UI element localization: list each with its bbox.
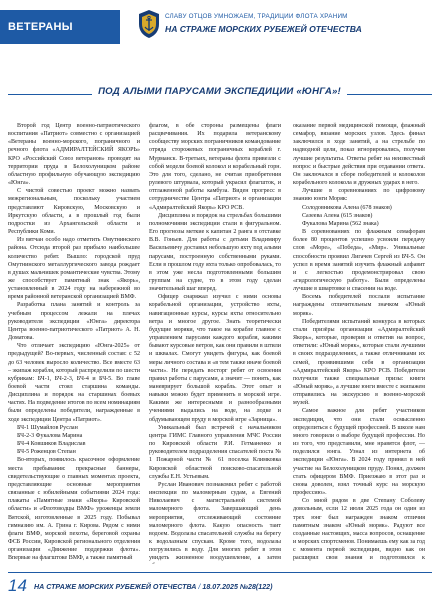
rubric-label: ВЕТЕРАНЫ <box>0 10 120 44</box>
footer-rule <box>8 572 432 573</box>
winner-line: БЧ-4 Ковшиков Владислав <box>17 441 86 448</box>
paragraph: Дисциплина и порядок на стрельбах большими полномочиями экспедиции стали в фигуральном. Его прогнозы меткие к капитан 2 ранга в отставке В.В. Гоньев. Для работы с детьми Владимиру Васильевичу доставил небольшую яхту под алыми парусами, построенную собственными руками. Если в прошлом году яхта только опробовалась, то в этом уже несла подготовленными большим группам на судне, то в этом году сделан значительный шаг вперед. <box>149 212 281 293</box>
paragraph: Разработка плана занятий и контроль за учебным процессом лежали на плечах руководителя экспедиции «Юнга» директора Центра военно-патриотического «Патриот» А. Н. Доматова. <box>8 302 140 342</box>
winner-line: БЧ-1 Шумайлов Руслан <box>17 424 78 431</box>
footer-newspaper-title: НА СТРАЖЕ МОРСКИХ РУБЕЖЕЙ ОТЕЧЕСТВА <box>34 583 197 591</box>
paragraph: Со мной рядом в две Степану Соболеву довольным, если 12 июля 2025 года он один из трех юнг был награжден знаком отличия памятным знаком «Юный моряк». Радуют все созданные настоящих, масса вопросов, оснащение и морских спортсменов. Понимаешь ему как за год с момента первой экспедиции, видно как он расширил свои знания и подготовился к <box>293 498 425 562</box>
paragraph: оказание первой медицинской помощи, флажный семафор, вязание морских узлов. Здесь финал заключился в ходе занятий, а на стрельбе по надводной цели, показ игнорировались, получив лучшие результаты. Ответы ребят на неизвестный вопрос и быстрые действия при отдавании ответа. Он заключался в сборе победителей и колоколов корабельного колокола и дружных ударах в него. <box>293 123 425 187</box>
winner-line: Солодовникова Алена (678 знаков) <box>302 204 392 211</box>
winner-line: Фукалова Марина (562 знака) <box>302 220 379 227</box>
header-newspaper-title: НА СТРАЖЕ МОРСКИХ РУБЕЖЕЙ ОТЕЧЕСТВА <box>165 24 362 34</box>
page-number: 14 <box>8 576 27 595</box>
article-column-1 <box>8 122 140 564</box>
footer-issue-number: №28(122) <box>239 583 273 591</box>
paragraph: Второй год Центр военно-патриотического воспитания «Патриот» совместно с организацией «Ветераны военно-морского, пограничного и речного флота «АДМИРАЛТЕЙСКИЙ ЯКОРЬ» КРО «Российский Союз ветеранов» проводят на территории пруда в Белохолуницком районе областную профильную обучающую экспедицию «Юнга». <box>8 123 140 187</box>
paragraph: флагом, в обе стороны размещены флаги расцвечивания. Их подарила ветеранскому сообществу морских пограничников командование отряда сторожевых пограничных кораблей г. Мурманск. В-третьих, ветераны флота привезли с собой модели боевой колокол и корабельный горн. Это для того, сделано, не считая приобретения рулевого штурвала, который украсил флагшток, и отглаженной работы камбуза. Виден прогресс в сотрудничестве Центра «Патриот» и организации «Адмиралтейский Якорь» КРО РСВ. <box>149 123 281 211</box>
winner-line: Сазеева Алена (615 знаков) <box>302 212 373 219</box>
footer-date: 18.07.2025 <box>202 583 238 591</box>
article-headline <box>0 86 439 97</box>
footer-separator: / <box>198 583 201 591</box>
paragraph: В соревнованиях по флажным семафорам более 80 процентов успешно усвоили передачу слов «Море», «Победа», «Мир». Уникальные способности проявил Лигачев Сергей из БЧ-5. Он успел в время занятий изучить флажный алфавит и с легкостью продемонстрировал свою «гидрологическую работу». Были определены лучшие в швартовке и спасении на воде. <box>293 229 425 293</box>
winner-line: БЧ-2-3 Фукалова Марина <box>17 432 83 439</box>
paragraph: Самое важное для ребят участников экспедиции, что они стали осмысленно определиться с будущей профессией. В школе нам много говорили о выборе будущей профессии. Но из того, что представили, мне нравятся флот, — поделился юнга. Узнал из интернета об экспедиции «Юнга». В 2024 году принял в ней участие на Белохолуницком пруду. Понял, должен стать офицером ВМФ. Приезжаю в этот раз и снова доволен, взял точный курс на морскую профессию». <box>293 408 425 497</box>
article-column-3 <box>293 122 425 564</box>
paragraph: Руслан Иванович познакомил ребят с работой инспекции по маломерным судам, а Евгений Николаевич с магистральной системой маломерного флота. Завершающий день мероприятия, отслеживающий состояние маломерного флота. Какую опасность таит водоем. Водолазы спасательной службы на берегу к водолазным спускам. Кроме того, водолазы погрузились в воду. Для многих ребят в этом увидеть жизненное воодушевление, а затем <box>149 481 281 562</box>
paragraph: Офицер снаряжал изучил с ними основы корабельной организации, устройство яхты, навигационные курсы, курсы яхты относительно ветра и многое другое. Знать теоретически будущие моряки, что такое на корабле главное с управлением парусами каждого корабля, какими бывают курсовые ветров, как они правили в штили и шквалах. Смогут увидеть фигуры, как боевой меры личного состава и «в тем также иначе боевой части». Не передать восторг ребят от освоения правил работы с парусами, а значит — понять, как маневрирует большой корабль. Этот опыт и навыки можно будет применить в морской игре. Какими же интересными и разнообразными учениями выдались на воде, на лодке и обдумывающем пруду в морской игре «Зарница». <box>149 294 281 423</box>
navy-anchor-emblem-icon <box>137 9 161 39</box>
paragraph: Из вятчан особо надо отметить Омутнинского района. Отсюда второй раз прибыло наибольшее количество ребят. Вышло: городской пруд Омутнинского металлургического завода рождает в душах мальчишек романтические чувства. Этому же способствует памятный знак «Якорь», установленный в 2024 году на набережной во время районной ветеранской организацией ВМФ. <box>8 237 140 301</box>
paragraph: Победителями испытаний конкурса в которых стали призёры организации «Адмиралтейский Якорь», которые, проверив и ответив на вопрос, ответили: «Юный моряк», которые стали лучшими в своих подразделениях, а также отличниками их семей, проявившими себя в организации «Адмиралтейский Якорь» КРО РСВ. Победители получили также специальные призы: книги «Юный моряк», а лучшие юнги вместе с экипажем отправились на экскурсию в военно-морской музей. <box>293 318 425 407</box>
paragraph: С чистой совестью проект можно назвать межрегиональным, поскольку участием представляют Кировскую, Московскую и Иркутскую области, а в прошлый год были подростки из Архангельской области и Республики Коми. <box>8 188 140 236</box>
article-headline-text: ПОД АЛЫМИ ПАРУСАМИ ЭКСПЕДИЦИИ «ЮНГА»! <box>92 86 347 97</box>
paragraph: Лучшие в соревнованиях по цифровому знанию юнги Моряк: <box>293 188 425 203</box>
paragraph: Что отличает экспедицию «Юнга-2025» от предыдущей? Во-первых, численный состав: с 52 до 63 человек выросло количество. Все вместе 63 – экипаж корабля, который распределили по шести кубрикам: БЧ-1, БЧ-2-3, БЧ-4 и БЧ-5. Во главе боевой части стоял старшина команды. Дисциплина и порядок на старшинах боевых частях. На подведение итогов по всем номинациям были определены победители, награжденные в ходе экспедиции Центра «Патриот». <box>8 343 140 423</box>
page-header <box>0 0 439 58</box>
paragraph: Уникальный был встречей с начальником центра ГИМС Главного управления МЧС России по Кировской области Р.И. Гетманенко и руководителем подразделения спасателей поста № 1 Пожарной части № 61 поселка Климковка Кировской областной поисково-спасательной службы Е.Н. Устьевым. <box>149 424 281 480</box>
paragraph: Во-вторых, появилось красочное оформление места пребывания: прекрасные баннеры, свидетельствующие о главных моментах проекта, представляющие основные мероприятия связанные с юбилейными событиями 2024 года: плакаты «Памятные знаки «Якорь» Кировской области» и «Флотоводцы ВМФ» уроженцы земли Вятской, изготовленные в 2025 году. Побывал гимназию им. А. Грина г. Кирова. Рядом с ними флаги ВМФ, морской пехоты, береговой охраны ФСБ России, Кировской регионального отделения организации «Движение поддержки флота». Впервые на флагштоке ВМФ, а также памятный <box>8 457 140 562</box>
article-column-2 <box>149 122 281 564</box>
header-slogan: СЛАВУ ОТЦОВ УМНОЖАЕМ, ТРАДИЦИИ ФЛОТА ХРАНИМ <box>165 13 348 20</box>
paragraph: Восемь победителей послали испытание награждены отличительным значком «Юный моряк». <box>293 294 425 317</box>
footer-line <box>34 583 272 591</box>
winner-line: БЧ-5 Роженцов Степан <box>17 449 76 456</box>
